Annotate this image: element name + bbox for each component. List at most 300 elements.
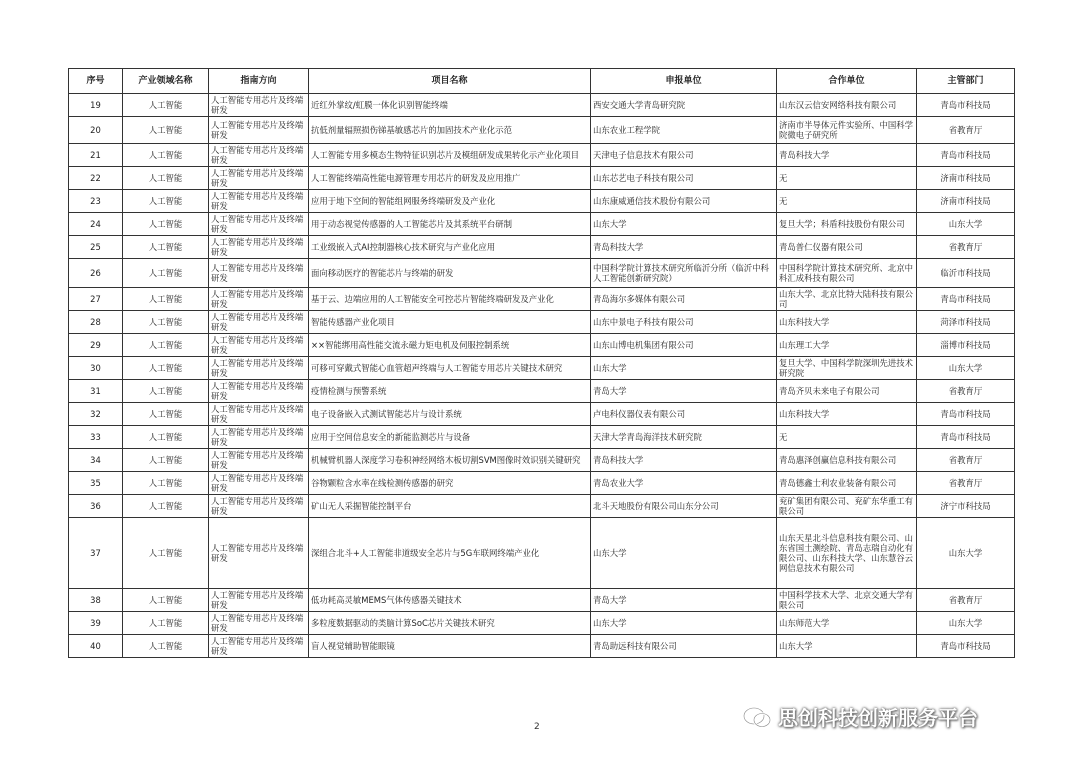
table-cell-field [123,426,209,449]
table-cell-no [69,236,123,259]
header-dept: 主管部门 [917,69,1015,94]
table-cell-project [309,380,591,403]
table-cell-project [309,259,591,288]
cell-text-dept: 省教育厅 [948,478,983,488]
table-cell-coop [777,94,917,117]
cell-text-unit: 山东康威通信技术股份有限公司 [593,196,711,206]
cell-text-direction: 人工智能专用芯片及终端研发 [211,312,304,332]
cell-text-unit: 山东大学 [593,548,627,558]
cell-text-project: 深组合北斗+人工智能非道级安全芯片与5G车联网终端产业化 [311,548,540,558]
cell-text-coop: 中国科学技术大学、北京交通大学有限公司 [779,590,913,610]
table-cell-dept [917,213,1015,236]
table-cell-coop [777,426,917,449]
cell-text-coop: 青岛惠泽创赢信息科技有限公司 [779,455,897,465]
cell-text-field: 人工智能 [148,455,183,465]
table-cell-project [309,334,591,357]
table-row [69,518,1015,589]
table-cell-direction [209,380,309,403]
table-cell-coop [777,144,917,167]
cell-text-unit: 西安交通大学青岛研究院 [593,100,686,110]
cell-text-dept: 青岛市科技局 [940,100,991,110]
table-cell-no [69,288,123,311]
cell-text-direction: 人工智能专用芯片及终端研发 [211,237,304,257]
cell-text-unit: 山东中景电子科技有限公司 [593,317,694,327]
table-cell-project [309,190,591,213]
cell-text-coop: 山东理工大学 [779,340,830,350]
table-cell-field [123,213,209,236]
cell-text-dept: 临沂市科技局 [940,268,991,278]
cell-text-coop: 山东科技大学 [779,409,830,419]
table-row [69,589,1015,612]
table-cell-direction [209,518,309,589]
table-cell-project [309,288,591,311]
table-cell-field [123,144,209,167]
table-cell-unit [591,472,777,495]
cell-text-project: 低功耗高灵敏MEMS气体传感器关键技术 [311,595,462,605]
cell-text-coop: 济南市半导体元件实验所、中国科学院微电子研究所 [779,120,913,140]
table-cell-direction [209,495,309,518]
table-cell-direction [209,589,309,612]
table-row [69,167,1015,190]
cell-text-no: 19 [90,100,101,110]
cell-text-coop: 青岛普仁仪器有限公司 [779,242,863,252]
cell-text-field: 人工智能 [148,641,183,651]
table-cell-coop [777,357,917,380]
table-cell-no [69,518,123,589]
table-cell-no [69,472,123,495]
table-cell-dept [917,472,1015,495]
table-cell-direction [209,190,309,213]
cell-text-direction: 人工智能专用芯片及终端研发 [211,613,304,633]
table-row [69,259,1015,288]
table-cell-field [123,288,209,311]
table-cell-direction [209,426,309,449]
cell-text-field: 人工智能 [148,125,183,135]
cell-text-project: 用于动态视觉传感器的人工智能芯片及其系统平台研制 [311,219,512,229]
cell-text-direction: 人工智能专用芯片及终端研发 [211,590,304,610]
cell-text-field: 人工智能 [148,595,183,605]
table-cell-coop [777,380,917,403]
cell-text-project: 机械臂机器人深度学习卷积神经网络木板切割SVM图像时效识别关键研究 [311,455,581,465]
table-cell-direction [209,117,309,144]
table-cell-no [69,635,123,658]
cell-text-no: 29 [90,340,101,350]
table-cell-field [123,259,209,288]
table-cell-dept [917,518,1015,589]
table-cell-dept [917,288,1015,311]
cell-text-no: 20 [90,125,101,135]
cell-text-direction: 人工智能专用芯片及终端研发 [211,381,304,401]
table-cell-project [309,117,591,144]
table-row [69,612,1015,635]
cell-text-unit: 天津电子信息技术有限公司 [593,150,694,160]
cell-text-unit: 山东芯艺电子科技有限公司 [593,173,694,183]
page-number: 2 [534,722,540,732]
table-cell-dept [917,259,1015,288]
table-cell-coop [777,518,917,589]
table-cell-unit [591,589,777,612]
table-cell-field [123,589,209,612]
table-cell-unit [591,449,777,472]
cell-text-dept: 青岛市科技局 [940,432,991,442]
table-row [69,236,1015,259]
cell-text-unit: 山东山博电机集团有限公司 [593,340,694,350]
cell-text-no: 27 [90,294,101,304]
table-row [69,117,1015,144]
cell-text-coop: 无 [779,173,788,183]
table-cell-no [69,357,123,380]
cell-text-dept: 济南市科技局 [940,196,991,206]
table-cell-field [123,190,209,213]
table-cell-dept [917,403,1015,426]
table-cell-project [309,311,591,334]
table-cell-unit [591,357,777,380]
cell-text-no: 30 [90,363,101,373]
table-cell-dept [917,380,1015,403]
cell-text-unit: 山东大学 [593,618,627,628]
cell-text-project: 谷物颗粒含水率在线检测传感器的研究 [311,478,454,488]
cell-text-coop: 复旦大学；科盾科技股份有限公司 [779,219,905,229]
cell-text-coop: 兖矿集团有限公司、兖矿东华重工有限公司 [779,496,913,516]
cell-text-project: 应用于空间信息安全的新能监测芯片与设备 [311,432,471,442]
cell-text-dept: 山东大学 [948,548,983,558]
cell-text-direction: 人工智能专用芯片及终端研发 [211,404,304,424]
cell-text-coop: 山东科技大学 [779,317,830,327]
table-cell-direction [209,144,309,167]
cell-text-field: 人工智能 [148,618,183,628]
header-project: 项目名称 [309,69,591,94]
cell-text-project: 多粒度数据驱动的类脑计算SoC芯片关键技术研究 [311,618,495,628]
table-cell-field [123,472,209,495]
cell-text-coop: 青岛科技大学 [779,150,830,160]
cell-text-no: 25 [90,242,101,252]
table-cell-dept [917,495,1015,518]
table-cell-dept [917,426,1015,449]
cell-text-project: 工业级嵌入式AI控制器核心技术研究与产业化应用 [311,242,496,252]
table-cell-project [309,426,591,449]
table-row [69,472,1015,495]
cell-text-field: 人工智能 [148,268,183,278]
project-table [68,68,1015,658]
header-unit: 申报单位 [591,69,777,94]
cell-text-no: 39 [90,618,101,628]
table-cell-unit [591,94,777,117]
table-cell-unit [591,426,777,449]
table-cell-no [69,117,123,144]
cell-text-coop: 山东大学 [779,641,813,651]
table-cell-direction [209,635,309,658]
cell-text-unit: 青岛科技大学 [593,242,644,252]
table-cell-project [309,635,591,658]
table-cell-coop [777,495,917,518]
cell-text-dept: 淄博市科技局 [940,340,991,350]
table-row [69,357,1015,380]
table-cell-unit [591,495,777,518]
cell-text-unit: 青岛农业大学 [593,478,644,488]
cell-text-unit: 青岛助远科技有限公司 [593,641,677,651]
cell-text-no: 23 [90,196,101,206]
cell-text-dept: 省教育厅 [948,242,983,252]
cell-text-coop: 复旦大学、中国科学院深圳先进技术研究院 [779,358,913,378]
cell-text-field: 人工智能 [148,478,183,488]
table-row [69,635,1015,658]
cell-text-project: 面向移动医疗的智能芯片与终端的研发 [311,268,454,278]
cell-text-direction: 人工智能专用芯片及终端研发 [211,214,304,234]
table-cell-unit [591,213,777,236]
cell-text-coop: 山东师范大学 [779,618,830,628]
cell-text-dept: 省教育厅 [948,455,983,465]
table-cell-project [309,357,591,380]
table-cell-unit [591,288,777,311]
cell-text-coop: 山东天星北斗信息科技有限公司、山东省国土测绘院、青岛志瑞自动化有限公司、山东科技大学、山东慧谷云网信息技术有限公司 [779,533,913,573]
table-cell-unit [591,144,777,167]
cell-text-dept: 山东大学 [948,618,983,628]
table-cell-no [69,144,123,167]
table-cell-unit [591,403,777,426]
cell-text-unit: 山东大学 [593,219,627,229]
table-cell-unit [591,117,777,144]
table-row [69,311,1015,334]
cell-text-dept: 济南市科技局 [940,173,991,183]
table-cell-project [309,449,591,472]
cell-text-unit: 中国科学院计算技术研究所临沂分所（临沂中科人工智能创新研究院） [593,263,769,283]
table-cell-dept [917,117,1015,144]
table-cell-unit [591,612,777,635]
cell-text-project: 应用于地下空间的智能组网服务终端研发及产业化 [311,196,496,206]
cell-text-project: 智能传感器产业化项目 [311,317,395,327]
table-cell-direction [209,213,309,236]
table-cell-direction [209,449,309,472]
table-cell-dept [917,236,1015,259]
table-cell-field [123,117,209,144]
cell-text-direction: 人工智能专用芯片及终端研发 [211,263,304,283]
cell-text-dept: 山东大学 [948,363,983,373]
table-row [69,495,1015,518]
table-row [69,380,1015,403]
table-cell-direction [209,167,309,190]
cell-text-coop: 无 [779,196,788,206]
cell-text-dept: 省教育厅 [948,386,983,396]
cell-text-unit: 青岛大学 [593,386,627,396]
table-cell-direction [209,403,309,426]
table-cell-no [69,311,123,334]
cell-text-project: 近红外掌纹/虹膜一体化识别智能终端 [311,100,448,110]
cell-text-unit: 青岛科技大学 [593,455,644,465]
table-cell-coop [777,311,917,334]
table-cell-no [69,213,123,236]
table-cell-dept [917,589,1015,612]
cell-text-no: 31 [90,386,101,396]
cell-text-dept: 菏泽市科技局 [940,317,991,327]
table-row [69,213,1015,236]
cell-text-no: 33 [90,432,101,442]
cell-text-coop: 山东汉云信安网络科技有限公司 [779,100,897,110]
cell-text-no: 35 [90,478,101,488]
cell-text-coop: 山东大学、北京比特大陆科技有限公司 [779,289,913,309]
cell-text-field: 人工智能 [148,173,183,183]
table-cell-coop [777,403,917,426]
table-cell-no [69,380,123,403]
cell-text-field: 人工智能 [148,340,183,350]
table-cell-no [69,449,123,472]
cell-text-field: 人工智能 [148,294,183,304]
cell-text-field: 人工智能 [148,548,183,558]
cell-text-field: 人工智能 [148,242,183,252]
header-field: 产业领域名称 [123,69,209,94]
table-cell-project [309,144,591,167]
cell-text-unit: 卢电科仪器仪表有限公司 [593,409,686,419]
table-cell-dept [917,449,1015,472]
cell-text-field: 人工智能 [148,219,183,229]
table-cell-field [123,612,209,635]
cell-text-no: 38 [90,595,101,605]
cell-text-no: 32 [90,409,101,419]
table-cell-unit [591,259,777,288]
table-cell-field [123,357,209,380]
header-direction: 指南方向 [209,69,309,94]
cell-text-coop: 青岛齐贝未来电子有限公司 [779,386,880,396]
table-cell-field [123,518,209,589]
cell-text-unit: 青岛海尔多媒体有限公司 [593,294,686,304]
cell-text-no: 40 [90,641,101,651]
table-cell-project [309,403,591,426]
table-cell-field [123,236,209,259]
cell-text-project: ××智能绑用高性能交流永磁力矩电机及伺服控制系统 [311,340,510,350]
cell-text-no: 37 [90,548,101,558]
table-cell-dept [917,94,1015,117]
cell-text-coop: 青岛德鑫士利农业装备有限公司 [779,478,897,488]
table-cell-unit [591,334,777,357]
table-cell-no [69,334,123,357]
table-cell-coop [777,190,917,213]
cell-text-no: 26 [90,268,101,278]
table-cell-dept [917,167,1015,190]
table-cell-coop [777,213,917,236]
cell-text-direction: 人工智能专用芯片及终端研发 [211,473,304,493]
cell-text-coop: 无 [779,432,788,442]
table-cell-coop [777,612,917,635]
cell-text-dept: 省教育厅 [948,595,983,605]
cell-text-direction: 人工智能专用芯片及终端研发 [211,335,304,355]
table-cell-direction [209,259,309,288]
table-cell-field [123,495,209,518]
table-cell-field [123,167,209,190]
table-cell-dept [917,144,1015,167]
cell-text-field: 人工智能 [148,317,183,327]
table-header-row [69,69,1015,94]
table-row [69,334,1015,357]
cell-text-direction: 人工智能专用芯片及终端研发 [211,95,304,115]
table-cell-unit [591,635,777,658]
table-cell-project [309,167,591,190]
table-cell-no [69,589,123,612]
table-cell-unit [591,518,777,589]
cell-text-direction: 人工智能专用芯片及终端研发 [211,120,304,140]
table-cell-no [69,167,123,190]
table-cell-project [309,94,591,117]
cell-text-dept: 青岛市科技局 [940,150,991,160]
cell-text-no: 36 [90,501,101,511]
table-row [69,449,1015,472]
cell-text-no: 24 [90,219,101,229]
table-cell-project [309,213,591,236]
table-cell-dept [917,357,1015,380]
cell-text-project: 抗低剂量辐照损伤锑基敏感芯片的加固技术产业化示范 [311,125,512,135]
table-row [69,94,1015,117]
cell-text-project: 可移可穿戴式智能心血管超声终端与人工智能专用芯片关键技术研究 [311,363,563,373]
table-cell-unit [591,190,777,213]
cell-text-direction: 人工智能专用芯片及终端研发 [211,496,304,516]
table-cell-direction [209,236,309,259]
cell-text-direction: 人工智能专用芯片及终端研发 [211,145,304,165]
table-cell-no [69,495,123,518]
table-body [69,94,1015,658]
table-cell-field [123,311,209,334]
table-cell-project [309,236,591,259]
table-cell-dept [917,334,1015,357]
table-cell-direction [209,472,309,495]
table-row [69,403,1015,426]
cell-text-project: 疫情检测与预警系统 [311,386,387,396]
header-no: 序号 [69,69,123,94]
table-cell-no [69,94,123,117]
table-cell-direction [209,357,309,380]
cell-text-project: 盲人视觉辅助智能眼镜 [311,641,395,651]
cell-text-direction: 人工智能专用芯片及终端研发 [211,289,304,309]
table-cell-coop [777,449,917,472]
table-cell-field [123,380,209,403]
cell-text-direction: 人工智能专用芯片及终端研发 [211,191,304,211]
table-cell-no [69,612,123,635]
cell-text-direction: 人工智能专用芯片及终端研发 [211,543,304,563]
cell-text-field: 人工智能 [148,100,183,110]
cell-text-field: 人工智能 [148,363,183,373]
table-cell-coop [777,236,917,259]
cell-text-direction: 人工智能专用芯片及终端研发 [211,358,304,378]
table-cell-unit [591,311,777,334]
table-cell-coop [777,635,917,658]
cell-text-dept: 青岛市科技局 [940,409,991,419]
table-cell-direction [209,311,309,334]
table-cell-direction [209,94,309,117]
table-cell-field [123,635,209,658]
cell-text-dept: 青岛市科技局 [940,641,991,651]
table-cell-no [69,259,123,288]
table-cell-field [123,403,209,426]
cell-text-no: 34 [90,455,101,465]
cell-text-dept: 山东大学 [948,219,983,229]
cell-text-dept: 省教育厅 [948,125,983,135]
cell-text-coop: 中国科学院计算技术研究所、北京中科汇成科技有限公司 [779,263,913,283]
cell-text-unit: 山东大学 [593,363,627,373]
table-cell-dept [917,190,1015,213]
table-cell-project [309,612,591,635]
wechat-icon [742,706,772,728]
cell-text-unit: 山东农业工程学院 [593,125,660,135]
cell-text-project: 人工智能终端高性能电源管理专用芯片的研发及应用推广 [311,173,521,183]
table-cell-coop [777,117,917,144]
table-cell-direction [209,612,309,635]
table-cell-unit [591,167,777,190]
table-cell-dept [917,612,1015,635]
table-cell-coop [777,288,917,311]
cell-text-field: 人工智能 [148,386,183,396]
cell-text-unit: 青岛大学 [593,595,627,605]
cell-text-project: 矿山无人采掘智能控制平台 [311,501,412,511]
table-cell-dept [917,311,1015,334]
table-cell-field [123,449,209,472]
cell-text-field: 人工智能 [148,196,183,206]
